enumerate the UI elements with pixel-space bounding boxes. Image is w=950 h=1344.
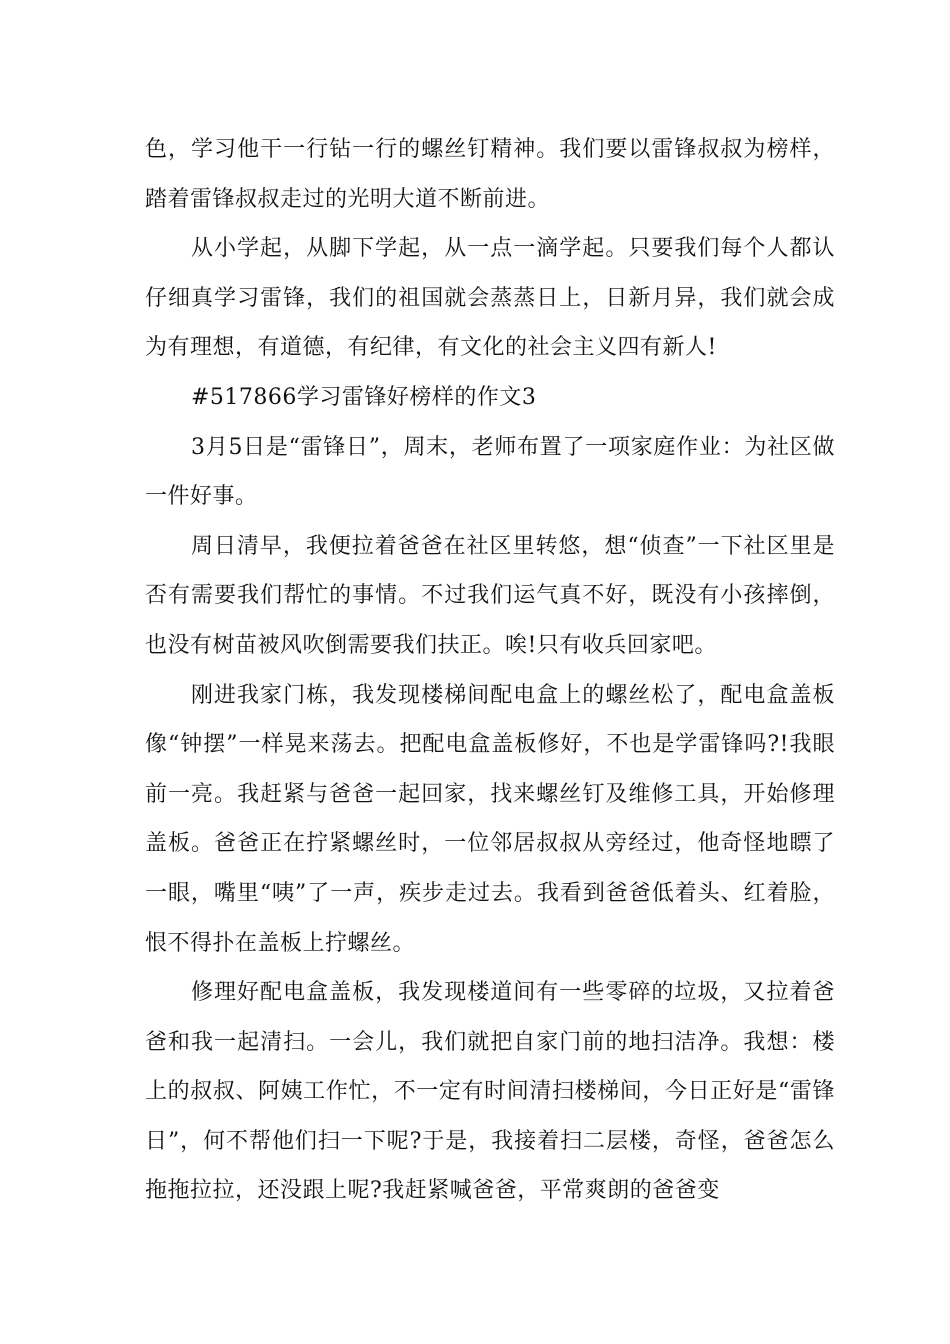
paragraph-2: 从小学起，从脚下学起，从一点一滴学起。只要我们每个人都认仔细真学习雷锋，我们的祖国就会蒸蒸日上，日新月异，我们就会成为有理想，有道德，有纪律，有文化的社会主义四有新人! [145, 236, 835, 361]
section-heading: #517866学习雷锋好榜样的作文3 [191, 384, 537, 410]
document-body [145, 125, 835, 1216]
paragraph-1: 色，学习他干一行钻一行的螺丝钉精神。我们要以雷锋叔叔为榜样，踏着雷锋叔叔走过的光明大道不断前进。 [145, 137, 835, 212]
paragraph-5: 刚进我家门栋，我发现楼梯间配电盒上的螺丝松了，配电盒盖板像“钟摆”一样晃来荡去。把配电盒盖板修好，不也是学雷锋吗?!我眼前一亮。我赶紧与爸爸一起回家，找来螺丝钉及维修工具，开始修理盖板。爸爸正在拧紧螺丝时，一位邻居叔叔从旁经过，他奇怪地瞟了一眼，嘴里“咦”了一声，疾步走过去。我看到爸爸低着头、红着脸，恨不得扑在盖板上拧螺丝。 [145, 682, 835, 956]
paragraph-3: 3月5日是“雷锋日”，周末，老师布置了一项家庭作业：为社区做一件好事。 [145, 434, 835, 510]
paragraph-6: 修理好配电盒盖板，我发现楼道间有一些零碎的垃圾，又拉着爸爸和我一起清扫。一会儿，我们就把自家门前的地扫洁净。我想：楼上的叔叔、阿姨工作忙，不一定有时间清扫楼梯间，今日正好是“雷锋日”，何不帮他们扫一下呢?于是，我接着扫二层楼，奇怪，爸爸怎么拖拖拉拉，还没跟上呢?我赶紧喊爸爸，平常爽朗的爸爸变 [145, 980, 835, 1204]
paragraph-4: 周日清早，我便拉着爸爸在社区里转悠，想“侦查”一下社区里是否有需要我们帮忙的事情。不过我们运气真不好，既没有小孩摔倒，也没有树苗被风吹倒需要我们扶正。唉!只有收兵回家吧。 [145, 533, 835, 658]
